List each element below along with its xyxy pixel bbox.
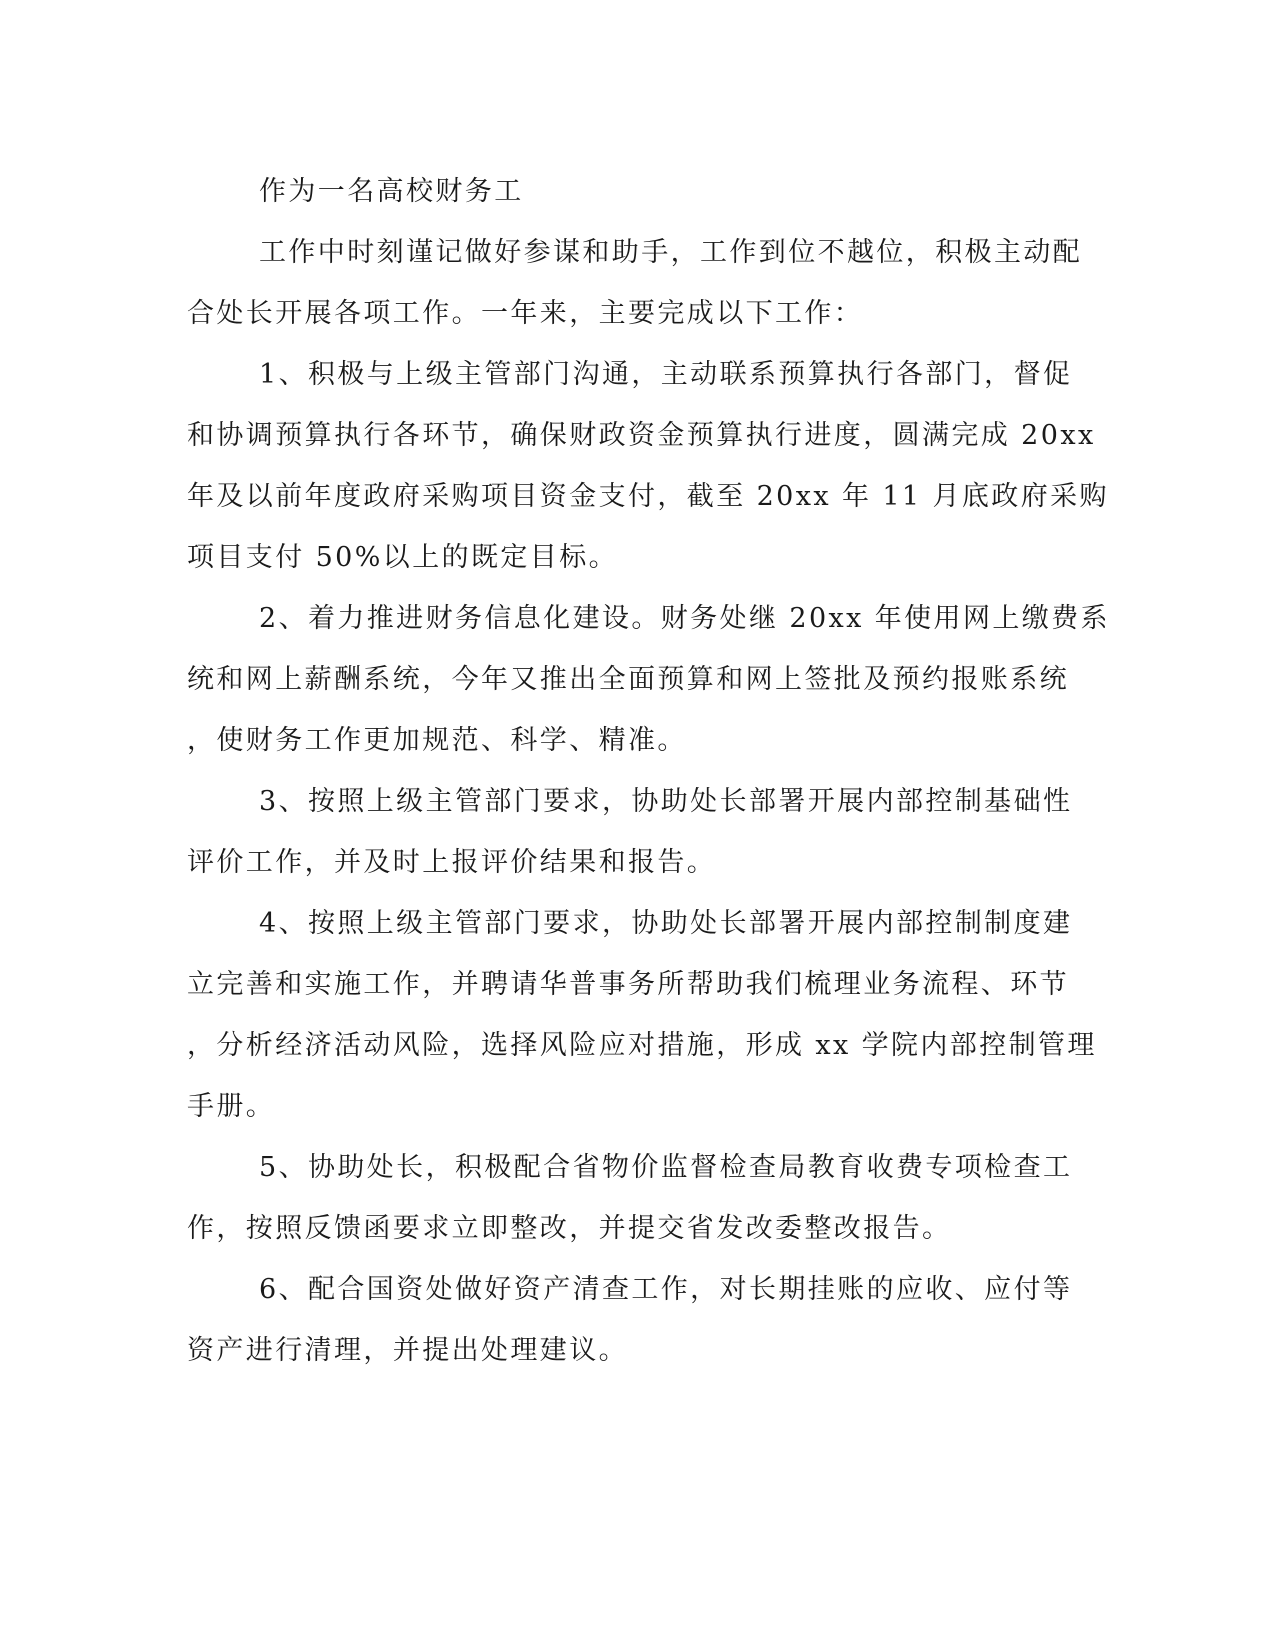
text-line: 和协调预算执行各环节，确保财政资金预算执行进度，圆满完成 20xx — [187, 420, 1096, 451]
text-line: 1、积极与上级主管部门沟通，主动联系预算执行各部门，督促 — [259, 359, 1073, 390]
text-line: 项目支付 50%以上的既定目标。 — [187, 542, 618, 573]
text-line: 手册。 — [187, 1091, 276, 1122]
text-line: 评价工作，并及时上报评价结果和报告。 — [187, 847, 717, 878]
text-line: 统和网上薪酬系统，今年又推出全面预算和网上签批及预约报账系统 — [187, 664, 1069, 695]
document-body — [187, 161, 1110, 1381]
text-line: 年及以前年度政府采购项目资金支付，截至 20xx 年 11 月底政府采购 — [187, 481, 1109, 512]
text-line: 3、按照上级主管部门要求，协助处长部署开展内部控制基础性 — [259, 786, 1073, 817]
text-line: 作，按照反馈函要求立即整改，并提交省发改委整改报告。 — [187, 1213, 952, 1244]
text-line: 作为一名高校财务工 — [259, 176, 524, 207]
text-line: 立完善和实施工作，并聘请华普事务所帮助我们梳理业务流程、环节 — [187, 969, 1069, 1000]
text-line: ，使财务工作更加规范、科学、精准。 — [187, 725, 687, 756]
text-line: ，分析经济活动风险，选择风险应对措施，形成 xx 学院内部控制管理 — [187, 1030, 1097, 1061]
text-line: 2、着力推进财务信息化建设。财务处继 20xx 年使用网上缴费系 — [259, 603, 1110, 634]
text-line: 4、按照上级主管部门要求，协助处长部署开展内部控制制度建 — [259, 908, 1073, 939]
text-line: 合处长开展各项工作。一年来，主要完成以下工作： — [187, 298, 864, 329]
text-line: 5、协助处长，积极配合省物价监督检查局教育收费专项检查工 — [259, 1152, 1073, 1183]
text-line: 6、配合国资处做好资产清查工作，对长期挂账的应收、应付等 — [259, 1274, 1073, 1305]
text-line: 资产进行清理，并提出处理建议。 — [187, 1335, 628, 1366]
text-line: 工作中时刻谨记做好参谋和助手，工作到位不越位，积极主动配 — [259, 237, 1083, 268]
